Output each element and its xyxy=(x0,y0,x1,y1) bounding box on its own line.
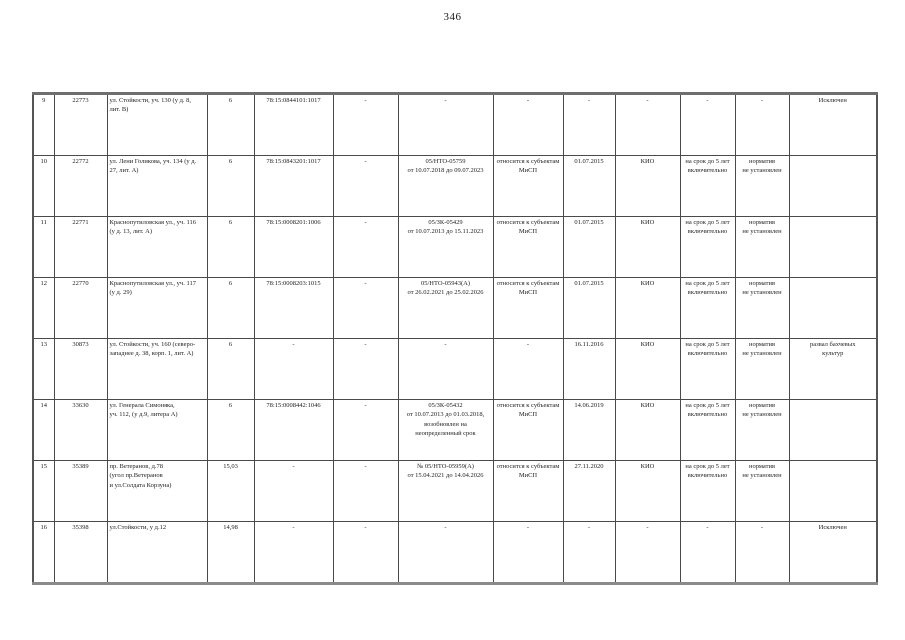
table-cell: 35398 xyxy=(54,522,107,584)
table-cell xyxy=(789,400,877,461)
table-cell: 14,98 xyxy=(207,522,254,584)
table-cell: норматив не установлен xyxy=(735,278,789,339)
registry-table xyxy=(32,92,878,585)
table-cell: Краснопутиловская ул., уч. 116 (у д. 13, лит. А) xyxy=(107,217,207,278)
table-cell: - xyxy=(254,339,333,400)
table-cell: - xyxy=(398,94,493,156)
table-cell: 16.11.2016 xyxy=(563,339,615,400)
table-cell: 10 xyxy=(33,156,54,217)
table-cell xyxy=(789,217,877,278)
table-cell: 33630 xyxy=(54,400,107,461)
table-cell: 6 xyxy=(207,400,254,461)
table-cell: - xyxy=(333,461,398,522)
table-cell: на срок до 5 лет включительно xyxy=(680,217,735,278)
table-cell: 78:15:0008201:1006 xyxy=(254,217,333,278)
table-cell: 6 xyxy=(207,94,254,156)
table-cell: 22772 xyxy=(54,156,107,217)
table-cell: 01.07.2015 xyxy=(563,217,615,278)
table-cell: относится к субъектам МиСП xyxy=(493,278,563,339)
table-cell: - xyxy=(735,94,789,156)
table-row xyxy=(33,339,877,400)
registry-table-body xyxy=(33,94,877,584)
table-cell: ул. Стойкости, уч. 130 (у д. 8, лит. В) xyxy=(107,94,207,156)
table-cell: относится к субъектам МиСП xyxy=(493,461,563,522)
table-cell: Краснопутиловская ул., уч. 117 (у д. 29) xyxy=(107,278,207,339)
table-cell: - xyxy=(333,94,398,156)
table-cell: Исключен xyxy=(789,94,877,156)
table-cell: - xyxy=(333,400,398,461)
table-cell xyxy=(789,461,877,522)
table-cell: 78:15:0008203:1015 xyxy=(254,278,333,339)
table-cell: 11 xyxy=(33,217,54,278)
table-cell: - xyxy=(680,94,735,156)
table-cell: 01.07.2015 xyxy=(563,156,615,217)
table-cell: - xyxy=(333,522,398,584)
table-cell: - xyxy=(333,217,398,278)
table-cell: - xyxy=(254,461,333,522)
table-cell: 14 xyxy=(33,400,54,461)
table-cell: пр. Ветеранов, д.78 (угол пр.Ветеранов и ул.Солдата Корзуна) xyxy=(107,461,207,522)
table-cell: ул. Лени Голикова, уч. 134 (у д. 27, лит. А) xyxy=(107,156,207,217)
table-cell: 14.06.2019 xyxy=(563,400,615,461)
table-cell: - xyxy=(563,94,615,156)
table-cell: - xyxy=(493,339,563,400)
table-row xyxy=(33,156,877,217)
table-cell xyxy=(789,156,877,217)
table-cell: - xyxy=(615,522,680,584)
table-cell: КИО xyxy=(615,278,680,339)
table-cell: 6 xyxy=(207,156,254,217)
table-cell: 6 xyxy=(207,278,254,339)
table-cell: КИО xyxy=(615,156,680,217)
table-cell: - xyxy=(398,339,493,400)
table-cell xyxy=(789,278,877,339)
table-cell: 01.07.2015 xyxy=(563,278,615,339)
table-cell: КИО xyxy=(615,400,680,461)
table-cell: - xyxy=(735,522,789,584)
table-cell: 22771 xyxy=(54,217,107,278)
table-row xyxy=(33,278,877,339)
table-cell: 9 xyxy=(33,94,54,156)
page-number: 346 xyxy=(443,11,462,23)
table-row xyxy=(33,400,877,461)
table-cell: 30873 xyxy=(54,339,107,400)
table-cell: 35389 xyxy=(54,461,107,522)
table-row xyxy=(33,94,877,156)
table-cell: - xyxy=(254,522,333,584)
table-cell: - xyxy=(563,522,615,584)
table-cell: на срок до 5 лет включительно xyxy=(680,400,735,461)
table-cell: 78:15:0844101:1017 xyxy=(254,94,333,156)
table-row xyxy=(33,461,877,522)
table-cell: КИО xyxy=(615,217,680,278)
table-cell: норматив не установлен xyxy=(735,156,789,217)
table-cell: на срок до 5 лет включительно xyxy=(680,278,735,339)
table-cell: относится к субъектам МиСП xyxy=(493,156,563,217)
table-cell: - xyxy=(493,522,563,584)
table-cell: 12 xyxy=(33,278,54,339)
table-cell: 78:15:0843201:1017 xyxy=(254,156,333,217)
table-cell: норматив не установлен xyxy=(735,339,789,400)
table-cell: на срок до 5 лет включительно xyxy=(680,156,735,217)
table-cell: 15 xyxy=(33,461,54,522)
table-cell: 27.11.2020 xyxy=(563,461,615,522)
table-cell: ул. Генерала Симоняка, уч. 112, (у д.9, литера А) xyxy=(107,400,207,461)
table-row xyxy=(33,522,877,584)
table-cell: относится к субъектам МиСП xyxy=(493,400,563,461)
table-cell: норматив не установлен xyxy=(735,217,789,278)
table-cell: 05/ЗК-05429 от 10.07.2013 до 15.11.2023 xyxy=(398,217,493,278)
table-cell: норматив не установлен xyxy=(735,400,789,461)
table-cell: 13 xyxy=(33,339,54,400)
table-cell: № 05/НТО-05959(А) от 15.04.2021 до 14.04.2026 xyxy=(398,461,493,522)
table-cell: 05/НТО-05759 от 10.07.2018 до 09.07.2023 xyxy=(398,156,493,217)
table-cell: 22770 xyxy=(54,278,107,339)
table-cell: - xyxy=(333,339,398,400)
table-cell: - xyxy=(398,522,493,584)
table-cell: Исключен xyxy=(789,522,877,584)
table-cell: ул. Стойкости, уч. 160 (северо- западнее д. 38, корп. 1, лит. А) xyxy=(107,339,207,400)
table-cell: развал бахчевых культур xyxy=(789,339,877,400)
table-cell: на срок до 5 лет включительно xyxy=(680,339,735,400)
table-cell: 15,03 xyxy=(207,461,254,522)
table-cell: 6 xyxy=(207,339,254,400)
table-cell: ул.Стойкости, у д.12 xyxy=(107,522,207,584)
table-cell: относится к субъектам МиСП xyxy=(493,217,563,278)
table-cell: - xyxy=(615,94,680,156)
table-cell: - xyxy=(333,156,398,217)
table-cell: 6 xyxy=(207,217,254,278)
table-cell: КИО xyxy=(615,339,680,400)
table-cell: - xyxy=(680,522,735,584)
table-cell: на срок до 5 лет включительно xyxy=(680,461,735,522)
table-cell: - xyxy=(493,94,563,156)
table-cell: норматив не установлен xyxy=(735,461,789,522)
table-cell: 78:15:0008442:1046 xyxy=(254,400,333,461)
table-cell: 22773 xyxy=(54,94,107,156)
table-cell: 16 xyxy=(33,522,54,584)
table-cell: КИО xyxy=(615,461,680,522)
table-row xyxy=(33,217,877,278)
table-cell: 05/ЗК-05432 от 10.07.2013 до 01.03.2018, возобновлен на неопределенный срок xyxy=(398,400,493,461)
table-cell: 05/НТО-05943(А) от 26.02.2021 до 25.02.2026 xyxy=(398,278,493,339)
table-cell: - xyxy=(333,278,398,339)
